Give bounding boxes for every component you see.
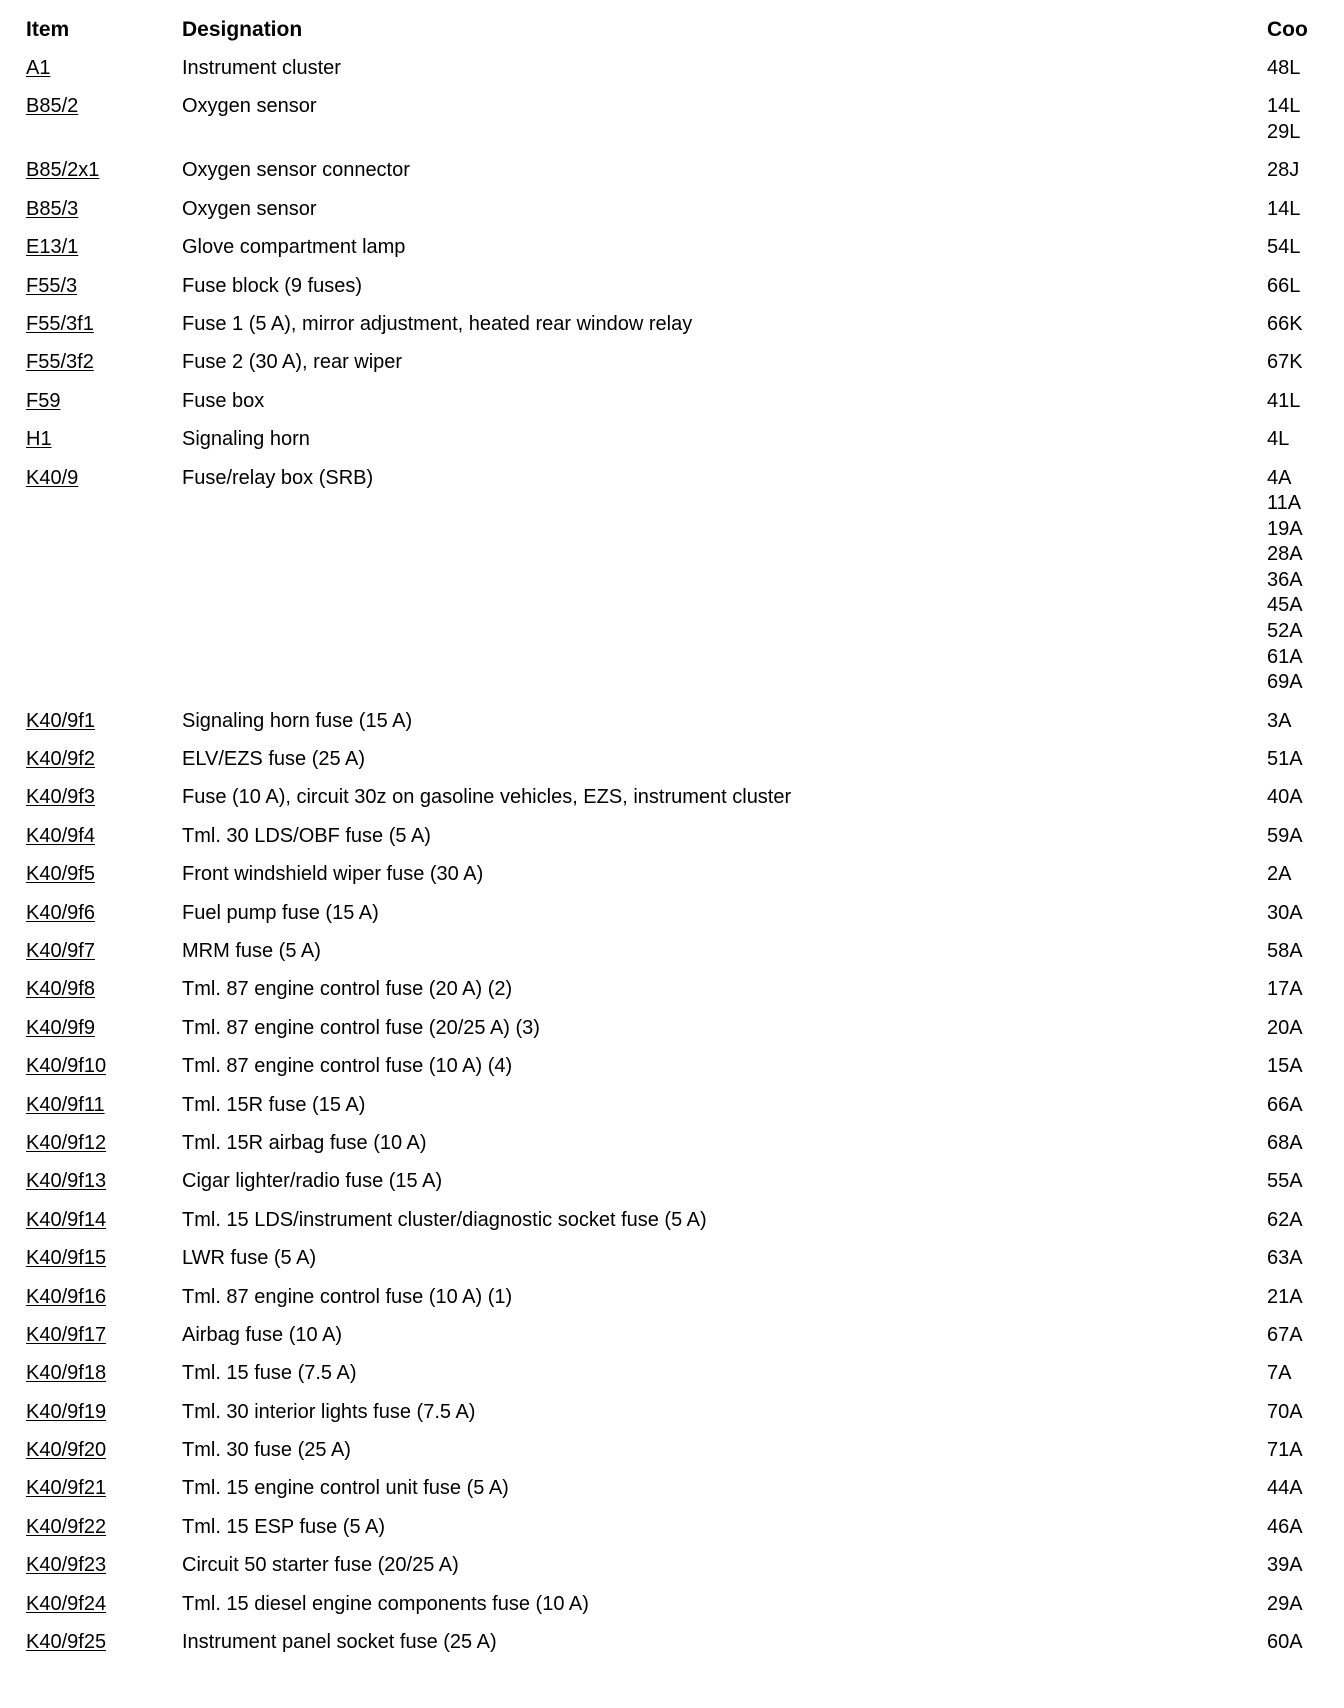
item-cell: [26, 747, 182, 773]
designation-cell: Tml. 30 LDS/OBF fuse (5 A): [182, 824, 431, 847]
designation-cell: Fuse block (9 fuses): [182, 274, 363, 297]
coordinate-value: 66L: [1267, 274, 1301, 297]
designation-cell: Front windshield wiper fuse (30 A): [182, 863, 484, 886]
item-cell: [26, 1400, 182, 1426]
coordinate-value: 29L: [1267, 120, 1301, 143]
coordinates-cell: [1267, 1630, 1326, 1656]
item-link[interactable]: F59: [26, 389, 61, 412]
header-item: Item: [26, 18, 70, 41]
item-link[interactable]: K40/9f25: [26, 1631, 107, 1654]
item-cell: [26, 1553, 182, 1579]
item-cell: [26, 56, 182, 82]
item-link[interactable]: K40/9f11: [26, 1093, 105, 1116]
designation-cell: Tml. 87 engine control fuse (20/25 A) (3): [182, 1016, 540, 1039]
item-cell: [26, 1093, 182, 1119]
designation-cell: Fuse 2 (30 A), rear wiper: [182, 351, 403, 374]
coordinates-cell: [1267, 235, 1326, 261]
coordinates-cell: [1267, 1553, 1326, 1579]
coordinates-cell: [1267, 158, 1326, 184]
coordinate-value: 20A: [1267, 1016, 1303, 1039]
item-cell: [26, 158, 182, 184]
item-cell: [26, 1054, 182, 1080]
table-row: [26, 1630, 1326, 1656]
coordinate-value: 14L: [1267, 95, 1301, 118]
item-link[interactable]: K40/9f23: [26, 1554, 107, 1577]
coordinate-value: 60A: [1267, 1631, 1303, 1654]
coordinates-cell: [1267, 1592, 1326, 1618]
item-link[interactable]: K40/9f1: [26, 709, 95, 732]
table-row: [26, 709, 1326, 735]
table-row: [26, 1400, 1326, 1426]
table-row: [26, 235, 1326, 261]
coordinate-value: 52A: [1267, 620, 1303, 643]
coordinate-value: 66A: [1267, 1093, 1303, 1116]
table-row: [26, 785, 1326, 811]
table-row: [26, 466, 1326, 696]
item-link[interactable]: A1: [26, 57, 51, 79]
item-link[interactable]: K40/9f19: [26, 1400, 107, 1423]
designation-cell: Airbag fuse (10 A): [182, 1323, 343, 1346]
item-link[interactable]: K40/9f5: [26, 863, 95, 886]
item-link[interactable]: B85/2: [26, 95, 79, 118]
item-link[interactable]: K40/9f13: [26, 1170, 107, 1193]
table-row: [26, 427, 1326, 453]
item-link[interactable]: K40/9f6: [26, 901, 95, 924]
item-link[interactable]: K40/9f20: [26, 1439, 107, 1462]
table-row: [26, 939, 1326, 965]
coordinate-value: 19A: [1267, 517, 1303, 540]
table-row: [26, 824, 1326, 850]
item-link[interactable]: K40/9f24: [26, 1592, 107, 1615]
designation-cell: Tml. 15 engine control unit fuse (5 A): [182, 1477, 509, 1500]
designation-cell: Instrument panel socket fuse (25 A): [182, 1631, 497, 1654]
coordinate-value: 55A: [1267, 1170, 1303, 1193]
designation-cell: Instrument cluster: [182, 57, 341, 79]
item-link[interactable]: K40/9f12: [26, 1131, 107, 1154]
coordinates-cell: [1267, 862, 1326, 888]
item-cell: [26, 1630, 182, 1656]
designation-cell: Tml. 15R fuse (15 A): [182, 1093, 366, 1116]
table-header: [26, 18, 1326, 42]
item-cell: [26, 466, 182, 696]
designation-cell: Fuel pump fuse (15 A): [182, 901, 379, 924]
coordinates-cell: [1267, 466, 1326, 696]
item-cell: [26, 389, 182, 415]
item-cell: [26, 939, 182, 965]
item-link[interactable]: K40/9f14: [26, 1208, 107, 1231]
item-link[interactable]: K40/9f18: [26, 1362, 107, 1385]
coordinate-value: 45A: [1267, 594, 1303, 617]
table-row: [26, 1246, 1326, 1272]
designation-cell: Fuse/relay box (SRB): [182, 466, 374, 489]
header-coordinates: Coo: [1267, 18, 1308, 41]
coordinates-cell: [1267, 977, 1326, 1003]
coordinates-cell: [1267, 1016, 1326, 1042]
item-cell: [26, 901, 182, 927]
header-designation: Designation: [182, 18, 303, 41]
coordinate-value: 21A: [1267, 1285, 1303, 1308]
item-cell: [26, 427, 182, 453]
coordinates-cell: [1267, 1323, 1326, 1349]
item-cell: [26, 235, 182, 261]
item-link[interactable]: K40/9f7: [26, 939, 95, 962]
coordinates-cell: [1267, 1438, 1326, 1464]
coordinate-value: 62A: [1267, 1208, 1303, 1231]
item-link[interactable]: F55/3: [26, 274, 78, 297]
coordinate-value: 14L: [1267, 197, 1301, 220]
designation-cell: LWR fuse (5 A): [182, 1247, 317, 1270]
coordinate-value: 39A: [1267, 1554, 1303, 1577]
table-row: [26, 901, 1326, 927]
coordinate-value: 11A: [1267, 492, 1302, 515]
table-row: [26, 1208, 1326, 1234]
item-link[interactable]: K40/9f15: [26, 1247, 107, 1270]
table-row: [26, 747, 1326, 773]
table-row: [26, 1054, 1326, 1080]
designation-cell: Tml. 87 engine control fuse (10 A) (1): [182, 1285, 513, 1308]
coordinates-cell: [1267, 1131, 1326, 1157]
coordinate-value: 7A: [1267, 1362, 1292, 1385]
table-row: [26, 862, 1326, 888]
coordinate-value: 68A: [1267, 1131, 1303, 1154]
designation-cell: Oxygen sensor: [182, 95, 317, 118]
coordinates-cell: [1267, 312, 1326, 338]
item-link[interactable]: H1: [26, 428, 52, 451]
coordinates-cell: [1267, 1400, 1326, 1426]
coordinate-value: 4A: [1267, 466, 1292, 489]
item-link[interactable]: K40/9f21: [26, 1477, 107, 1500]
item-link[interactable]: K40/9f2: [26, 748, 95, 771]
coordinate-value: 40A: [1267, 786, 1303, 809]
table-row: [26, 1323, 1326, 1349]
coordinates-cell: [1267, 1093, 1326, 1119]
table-row: [26, 1131, 1326, 1157]
coordinates-cell: [1267, 939, 1326, 965]
table-row: [26, 158, 1326, 184]
coordinate-value: 54L: [1267, 236, 1301, 259]
item-link[interactable]: K40/9: [26, 466, 79, 489]
coordinate-value: 61A: [1267, 645, 1303, 668]
item-cell: [26, 977, 182, 1003]
coordinates-cell: [1267, 56, 1326, 82]
designation-cell: Signaling horn: [182, 428, 310, 451]
item-link[interactable]: K40/9f16: [26, 1285, 107, 1308]
designation-cell: ELV/EZS fuse (25 A): [182, 748, 366, 771]
coordinates-cell: [1267, 94, 1326, 145]
table-row: [26, 1361, 1326, 1387]
item-link[interactable]: F55/3f2: [26, 351, 94, 374]
coordinate-value: 46A: [1267, 1515, 1303, 1538]
coordinates-cell: [1267, 274, 1326, 300]
designation-cell: Tml. 87 engine control fuse (10 A) (4): [182, 1055, 513, 1078]
designation-cell: Tml. 15R airbag fuse (10 A): [182, 1131, 427, 1154]
item-cell: [26, 785, 182, 811]
coordinate-value: 4L: [1267, 428, 1290, 451]
coordinates-cell: [1267, 1169, 1326, 1195]
item-cell: [26, 1438, 182, 1464]
coordinates-cell: [1267, 1515, 1326, 1541]
table-row: [26, 197, 1326, 223]
coordinates-cell: [1267, 1361, 1326, 1387]
coordinate-value: 2A: [1267, 863, 1292, 886]
coordinate-value: 36A: [1267, 568, 1303, 591]
coordinates-cell: [1267, 1208, 1326, 1234]
item-cell: [26, 1131, 182, 1157]
designation-cell: Tml. 15 diesel engine components fuse (10 A): [182, 1592, 589, 1615]
designation-cell: Fuse 1 (5 A), mirror adjustment, heated rear window relay: [182, 312, 693, 335]
component-table: [26, 18, 1326, 1668]
item-cell: [26, 1016, 182, 1042]
item-link[interactable]: F55/3f1: [26, 312, 94, 335]
designation-cell: Oxygen sensor: [182, 197, 317, 220]
coordinate-value: 28J: [1267, 159, 1300, 182]
designation-cell: Glove compartment lamp: [182, 236, 406, 259]
item-link[interactable]: E13/1: [26, 236, 79, 259]
coordinate-value: 48L: [1267, 57, 1301, 79]
coordinate-value: 44A: [1267, 1477, 1303, 1500]
designation-cell: Tml. 30 fuse (25 A): [182, 1439, 351, 1462]
item-link[interactable]: K40/9f4: [26, 824, 95, 847]
designation-cell: Tml. 15 LDS/instrument cluster/diagnostic socket fuse (5 A): [182, 1208, 707, 1231]
item-cell: [26, 1246, 182, 1272]
item-link[interactable]: K40/9f3: [26, 786, 95, 809]
table-row: [26, 350, 1326, 376]
table-row: [26, 1592, 1326, 1618]
item-link[interactable]: K40/9f8: [26, 978, 95, 1001]
item-cell: [26, 274, 182, 300]
item-cell: [26, 312, 182, 338]
table-row: [26, 274, 1326, 300]
coordinate-value: 3A: [1267, 709, 1292, 732]
coordinate-value: 59A: [1267, 824, 1303, 847]
table-row: [26, 1476, 1326, 1502]
coordinate-value: 29A: [1267, 1592, 1303, 1615]
table-row: [26, 1093, 1326, 1119]
coordinates-cell: [1267, 824, 1326, 850]
item-cell: [26, 197, 182, 223]
item-link[interactable]: B85/3: [26, 197, 79, 220]
designation-cell: Cigar lighter/radio fuse (15 A): [182, 1170, 443, 1193]
table-row: [26, 1438, 1326, 1464]
coordinate-value: 69A: [1267, 671, 1303, 694]
item-link[interactable]: K40/9f17: [26, 1323, 107, 1346]
designation-cell: Fuse box: [182, 389, 265, 412]
coordinate-value: 70A: [1267, 1400, 1303, 1423]
table-row: [26, 312, 1326, 338]
designation-cell: Circuit 50 starter fuse (20/25 A): [182, 1554, 459, 1577]
coordinates-cell: [1267, 785, 1326, 811]
coordinates-cell: [1267, 747, 1326, 773]
coordinate-value: 30A: [1267, 901, 1303, 924]
coordinate-value: 67K: [1267, 351, 1303, 374]
coordinates-cell: [1267, 1476, 1326, 1502]
item-cell: [26, 1169, 182, 1195]
coordinates-cell: [1267, 1246, 1326, 1272]
item-cell: [26, 94, 182, 145]
coordinates-cell: [1267, 197, 1326, 223]
table-row: [26, 1285, 1326, 1311]
coordinates-cell: [1267, 427, 1326, 453]
table-row: [26, 56, 1326, 82]
designation-cell: MRM fuse (5 A): [182, 939, 321, 962]
item-cell: [26, 350, 182, 376]
coordinate-value: 17A: [1267, 978, 1303, 1001]
designation-cell: Tml. 30 interior lights fuse (7.5 A): [182, 1400, 476, 1423]
coordinate-value: 63A: [1267, 1247, 1303, 1270]
item-link[interactable]: K40/9f22: [26, 1515, 107, 1538]
item-cell: [26, 1515, 182, 1541]
item-cell: [26, 824, 182, 850]
table-row: [26, 1016, 1326, 1042]
coordinates-cell: [1267, 901, 1326, 927]
item-link[interactable]: K40/9f10: [26, 1055, 107, 1078]
coordinate-value: 71A: [1267, 1439, 1303, 1462]
table-row: [26, 977, 1326, 1003]
item-link[interactable]: K40/9f9: [26, 1016, 95, 1039]
designation-cell: Signaling horn fuse (15 A): [182, 709, 413, 732]
coordinate-value: 41L: [1267, 389, 1301, 412]
coordinate-value: 28A: [1267, 543, 1303, 566]
designation-cell: Tml. 15 ESP fuse (5 A): [182, 1515, 386, 1538]
item-cell: [26, 1361, 182, 1387]
table-body: [26, 56, 1326, 1656]
designation-cell: Tml. 87 engine control fuse (20 A) (2): [182, 978, 513, 1001]
coordinates-cell: [1267, 389, 1326, 415]
table-row: [26, 1515, 1326, 1541]
coordinate-value: 66K: [1267, 312, 1303, 335]
item-link[interactable]: B85/2x1: [26, 159, 100, 182]
item-cell: [26, 1285, 182, 1311]
table-row: [26, 389, 1326, 415]
coordinates-cell: [1267, 709, 1326, 735]
table-row: [26, 1169, 1326, 1195]
coordinate-value: 51A: [1267, 748, 1303, 771]
coordinate-value: 67A: [1267, 1323, 1303, 1346]
coordinate-value: 58A: [1267, 939, 1303, 962]
item-cell: [26, 709, 182, 735]
item-cell: [26, 1323, 182, 1349]
coordinates-cell: [1267, 1054, 1326, 1080]
table-row: [26, 94, 1326, 145]
item-cell: [26, 1592, 182, 1618]
table-row: [26, 1553, 1326, 1579]
designation-cell: Fuse (10 A), circuit 30z on gasoline vehicles, EZS, instrument cluster: [182, 786, 792, 809]
item-cell: [26, 862, 182, 888]
coordinates-cell: [1267, 1285, 1326, 1311]
coordinates-cell: [1267, 350, 1326, 376]
designation-cell: Tml. 15 fuse (7.5 A): [182, 1362, 357, 1385]
coordinate-value: 15A: [1267, 1055, 1303, 1078]
item-cell: [26, 1208, 182, 1234]
designation-cell: Oxygen sensor connector: [182, 159, 410, 182]
item-cell: [26, 1476, 182, 1502]
